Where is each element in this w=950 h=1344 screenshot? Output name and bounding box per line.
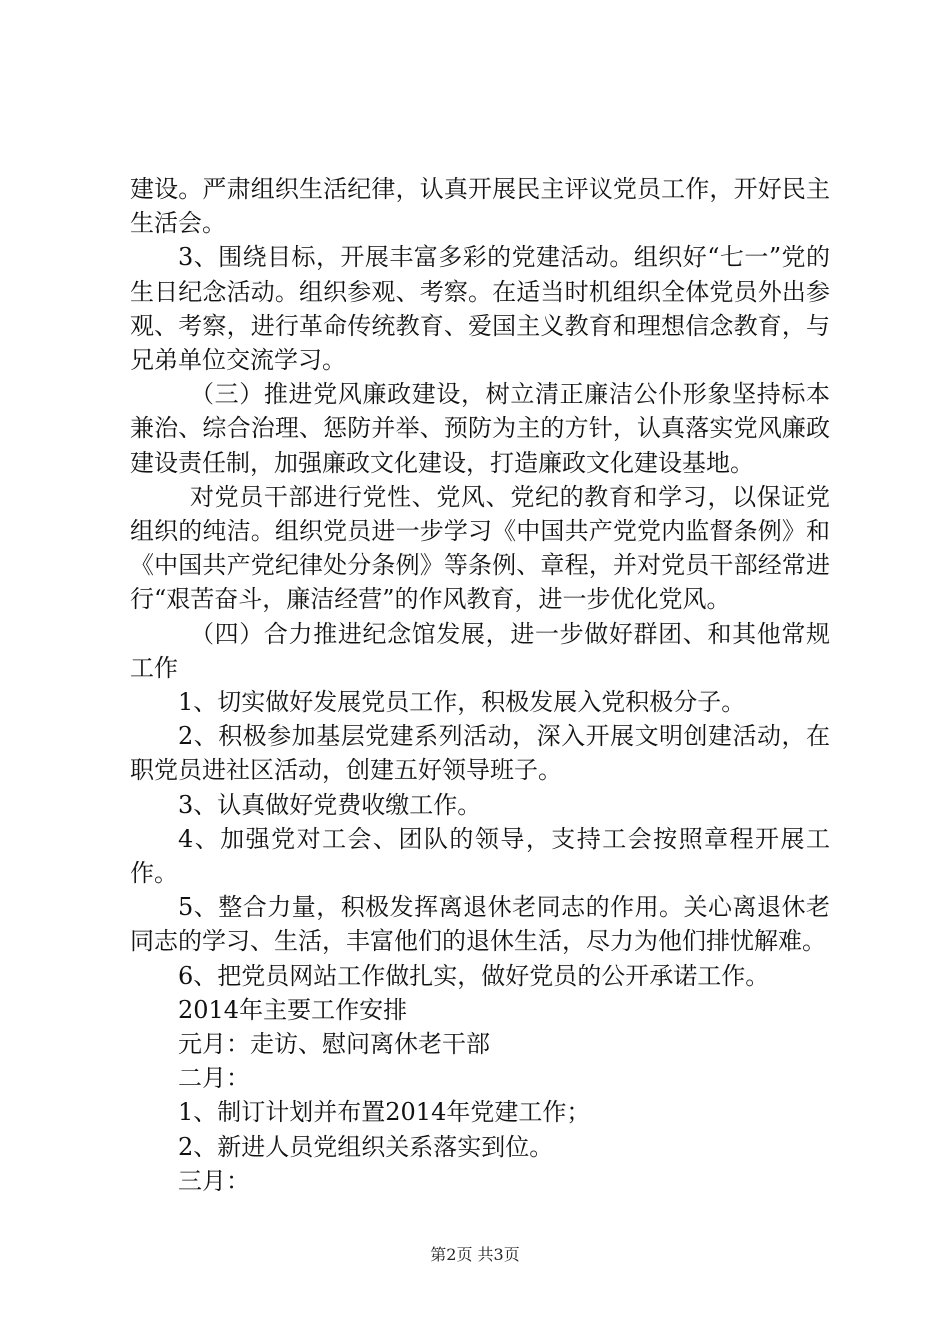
paragraph-11: 6、把党员网站工作做扎实，做好党员的公开承诺工作。	[178, 961, 770, 990]
paragraph-7: 2、积极参加基层党建系列活动，深入开展文明创建活动，在职党员进社区活动，创建五好领导班子。	[130, 722, 830, 785]
paragraph-5: （四）合力推进纪念馆发展，进一步做好群团、和其他常规工作	[130, 619, 830, 682]
paragraph-6: 1、切实做好发展党员工作，积极发展入党积极分子。	[178, 688, 746, 717]
paragraph-10: 5、整合力量，积极发挥离退休老同志的作用。关心离退休老同志的学习、生活，丰富他们的退休生活，尽力为他们排忧解难。	[130, 893, 830, 956]
paragraph-february-item-1: 1、制订计划并布置2014年党建工作；	[178, 1098, 591, 1127]
paragraph-9: 4、加强党对工会、团队的领导，支持工会按照章程开展工作。	[130, 824, 830, 888]
section-heading-2014: 2014年主要工作安排	[178, 995, 408, 1024]
paragraph-2: 3、围绕目标，开展丰富多彩的党建活动。组织好“七一”党的生日纪念活动。组织参观、考察。在适当时机组织全体党员外出参观、考察，进行革命传统教育、爱国主义教育和理想信念教育，与兄弟单位交流学习。	[130, 243, 830, 375]
document-body	[130, 172, 830, 1198]
paragraph-4: 对党员干部进行党性、党风、党纪的教育和学习，以保证党组织的纯洁。组织党员进一步学习《中国共产党党内监督条例》和《中国共产党纪律处分条例》等条例、章程，并对党员干部经常进行“艰苦奋斗，廉洁经营”的作风教育，进一步优化党风。	[130, 482, 830, 614]
paragraph-3: （三）推进党风廉政建设，树立清正廉洁公仆形象坚持标本兼治、综合治理、惩防并举、预防为主的方针，认真落实党风廉政建设责任制，加强廉政文化建设，打造廉政文化建设基地。	[130, 380, 830, 477]
page-footer: 第2页 共3页	[430, 1245, 520, 1264]
paragraph-march: 三月：	[178, 1166, 250, 1195]
paragraph-february-item-2: 2、新进人员党组织关系落实到位。	[178, 1132, 554, 1161]
paragraph-8: 3、认真做好党费收缴工作。	[178, 790, 482, 819]
paragraph-january: 元月：走访、慰问离休老干部	[178, 1030, 490, 1059]
paragraph-february: 二月：	[178, 1064, 250, 1093]
paragraph-1: 建设。严肃组织生活纪律，认真开展民主评议党员工作，开好民主生活会。	[130, 175, 830, 238]
